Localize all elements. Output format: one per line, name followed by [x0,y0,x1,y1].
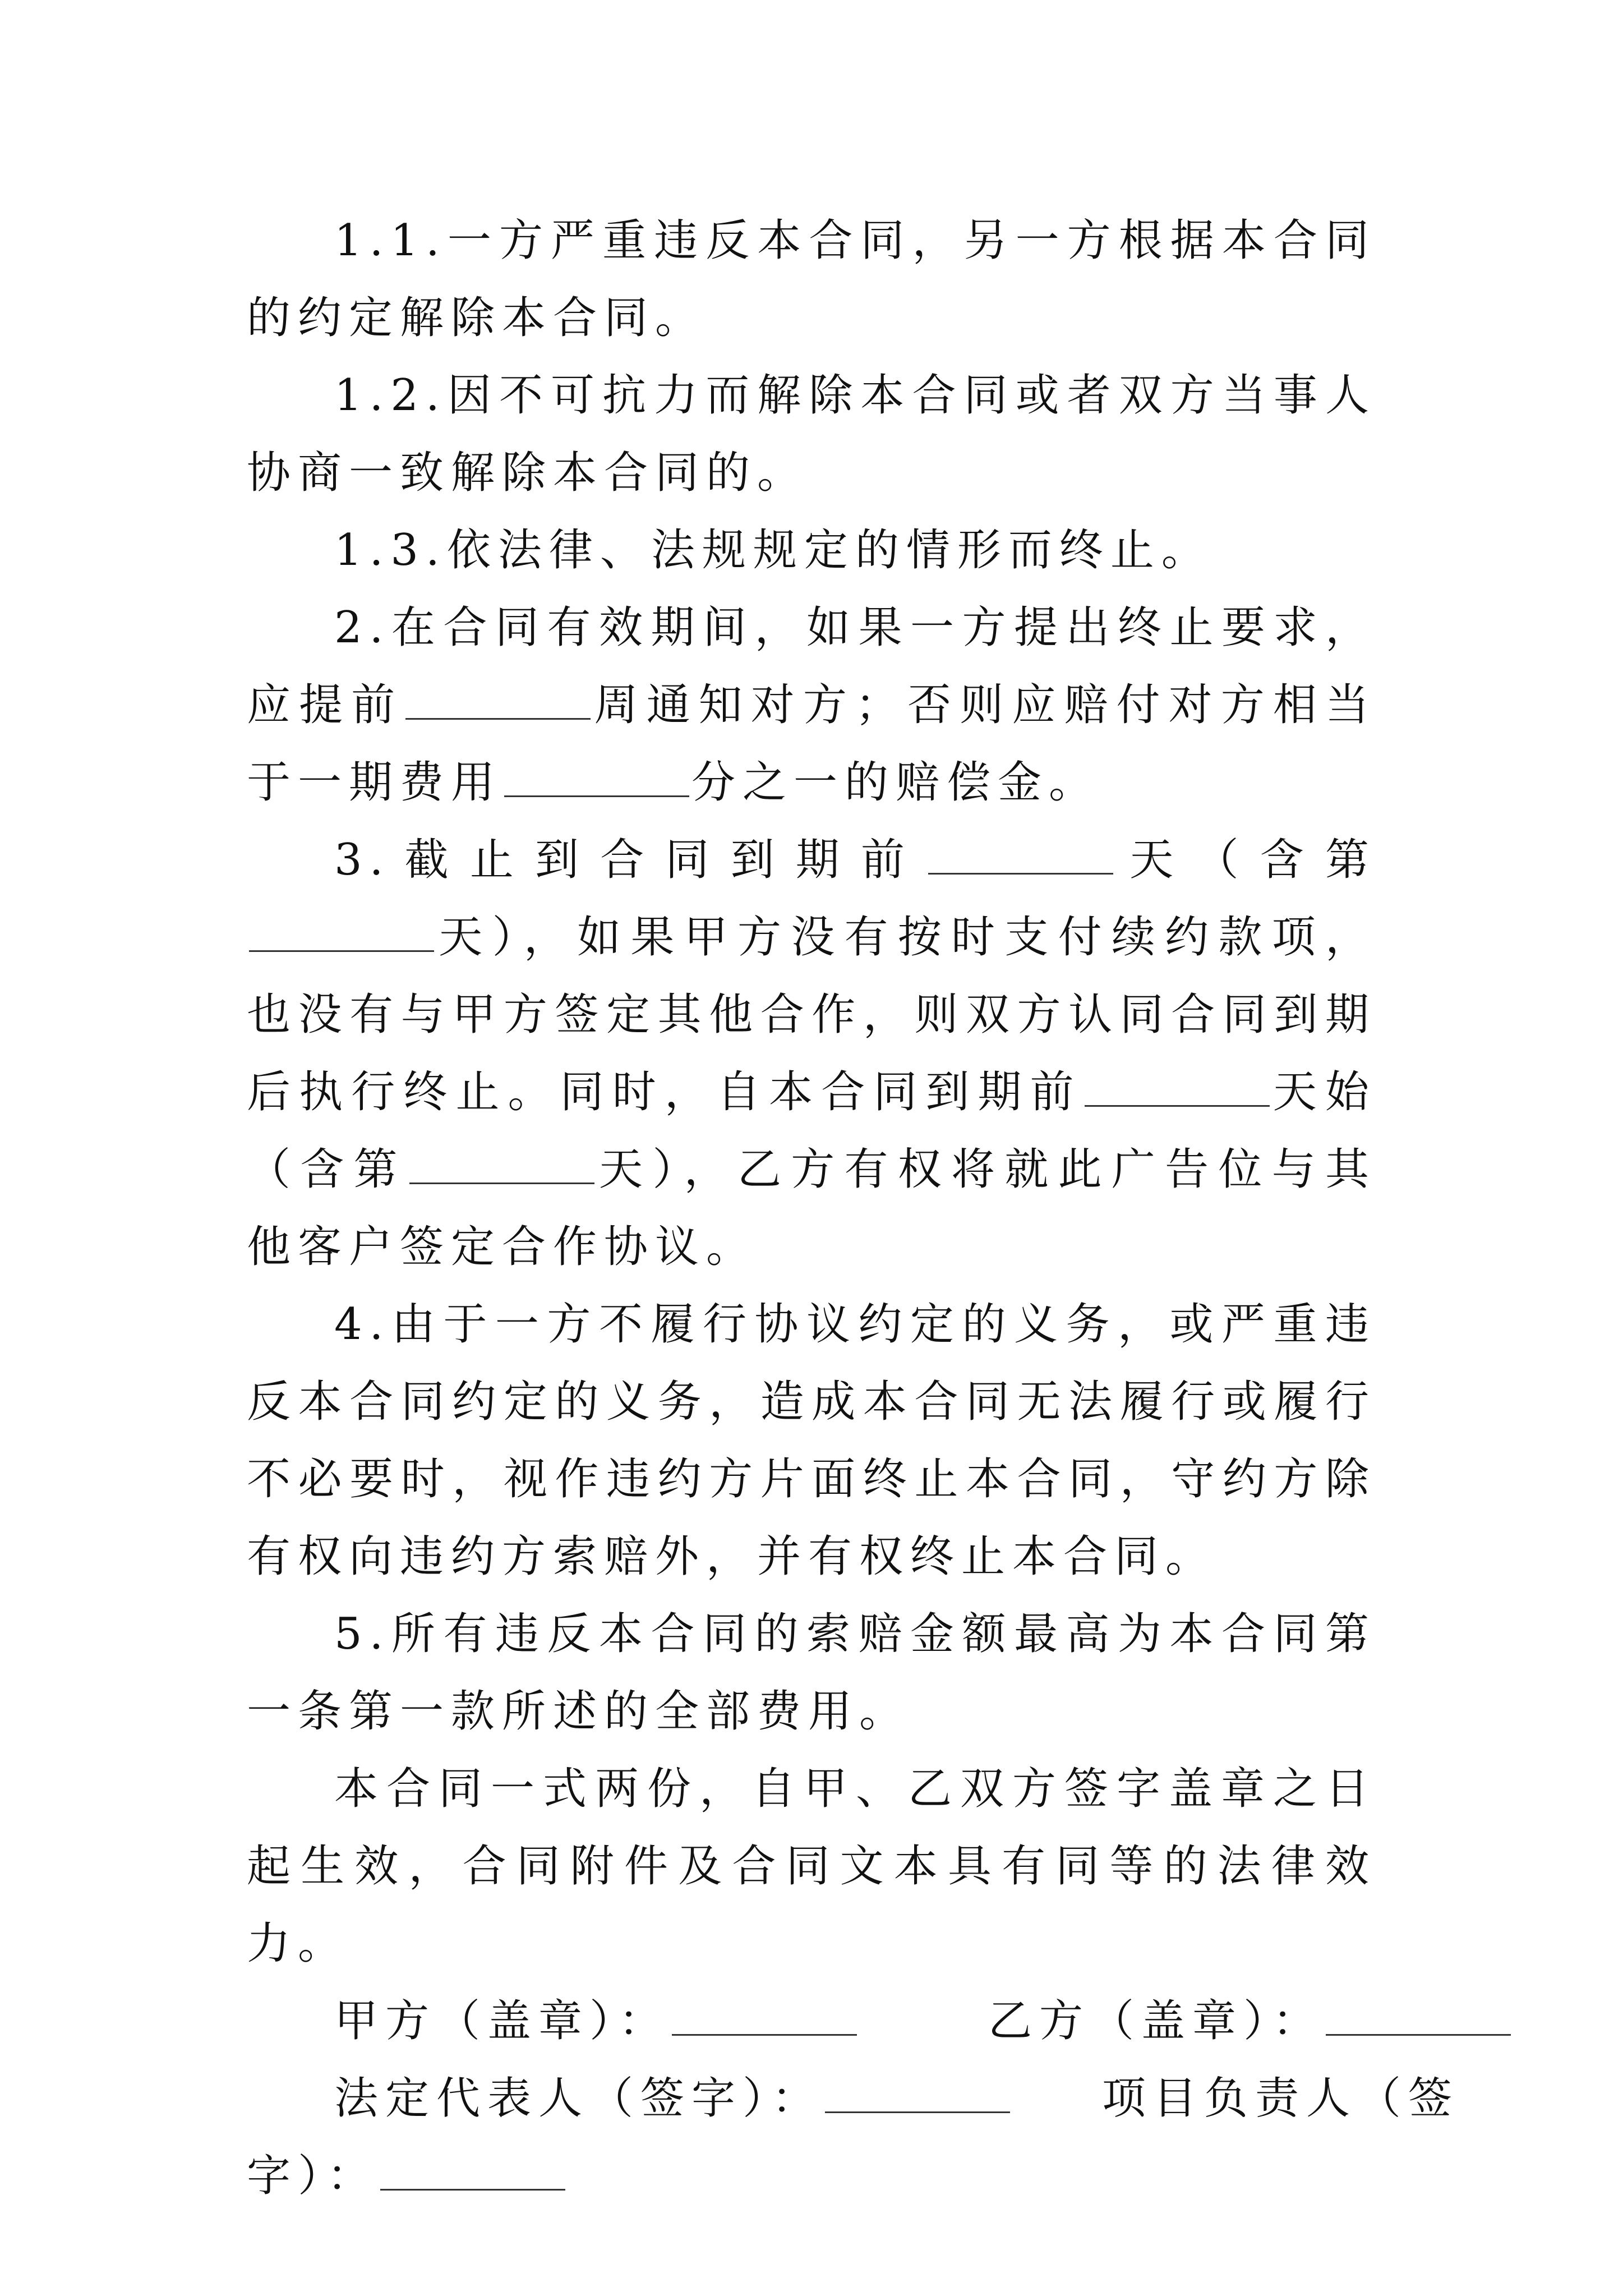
blank-field[interactable] [405,677,591,720]
closing-paragraph: 本合同一式两份，自甲、乙双方签字盖章之日起生效，合同附件及合同文本具有同等的法律效力。 [247,1764,1376,1969]
blank-field[interactable] [249,909,434,952]
signature-row [247,2060,1460,2137]
clause-4: 4.由于一方不履行协议约定的义务，或严重违反本合同约定的义务，造成本合同无法履行或履行不必要时，视作违约方片面终止本合同，守约方除有权向违约方索赔外，并有权终止本合同。 [247,1299,1376,1582]
clause-3 [247,821,1376,1286]
legal-rep-label: 法定代表人（签字）： [334,2073,823,2124]
party-b-seal-field[interactable] [1326,1993,1511,2036]
clause-3-text-c: 天），如果甲方没有按时支付续约款项，也没有与甲方签定其他合作，则双方认同合同到期后执行终止。同时，自本合同到期前 [247,912,1376,1117]
clause-3-text-d: 天始（含第 [247,1067,1376,1195]
clause-5: 5.所有违反本合同的索赔金额最高为本合同第一条第一款所述的全部费用。 [247,1609,1376,1737]
clause-3-text-e: 天），乙方有权将就此广告位与其他客户签定合作协议。 [247,1144,1376,1272]
project-lead-signature-field[interactable] [380,2147,565,2191]
project-lead-label-cont: 字）： [247,2151,379,2201]
clause-2 [247,589,1376,821]
seal-row [247,1982,1376,2060]
contract-body [247,202,1460,2215]
clause-3-text-b: 天（含第 [1115,835,1376,885]
clause-1-1: 1.1.一方严重违反本合同，另一方根据本合同的约定解除本合同。 [247,215,1376,343]
signature-row-continued [247,2137,1376,2215]
party-a-seal-field[interactable] [672,1993,857,2036]
blank-field[interactable] [504,754,689,797]
clause-1-2: 1.2.因不可抗力而解除本合同或者双方当事人协商一致解除本合同的。 [247,370,1376,498]
party-a-seal-label: 甲方（盖章）： [334,1996,670,2046]
legal-rep-signature-field[interactable] [825,2070,1010,2113]
party-b-seal-label: 乙方（盖章）： [988,1996,1324,2046]
blank-field[interactable] [928,831,1113,875]
project-lead-label: 项目负责人（签 [1102,2073,1460,2124]
clause-1-3: 1.3.依法律、法规规定的情形而终止。 [334,525,1212,576]
blank-field[interactable] [409,1141,594,1184]
clause-2-text-b: 周通知对方；否则应赔付对方相当于一期费用 [247,680,1376,808]
clause-3-text-a: 3.截止到合同到期前 [334,835,926,885]
clause-2-text-c: 分之一的赔偿金。 [691,757,1100,808]
clause-2-text-a: 2.在合同有效期间，如果一方提出终止要求，应提前 [247,602,1376,730]
blank-field[interactable] [1085,1064,1270,1107]
